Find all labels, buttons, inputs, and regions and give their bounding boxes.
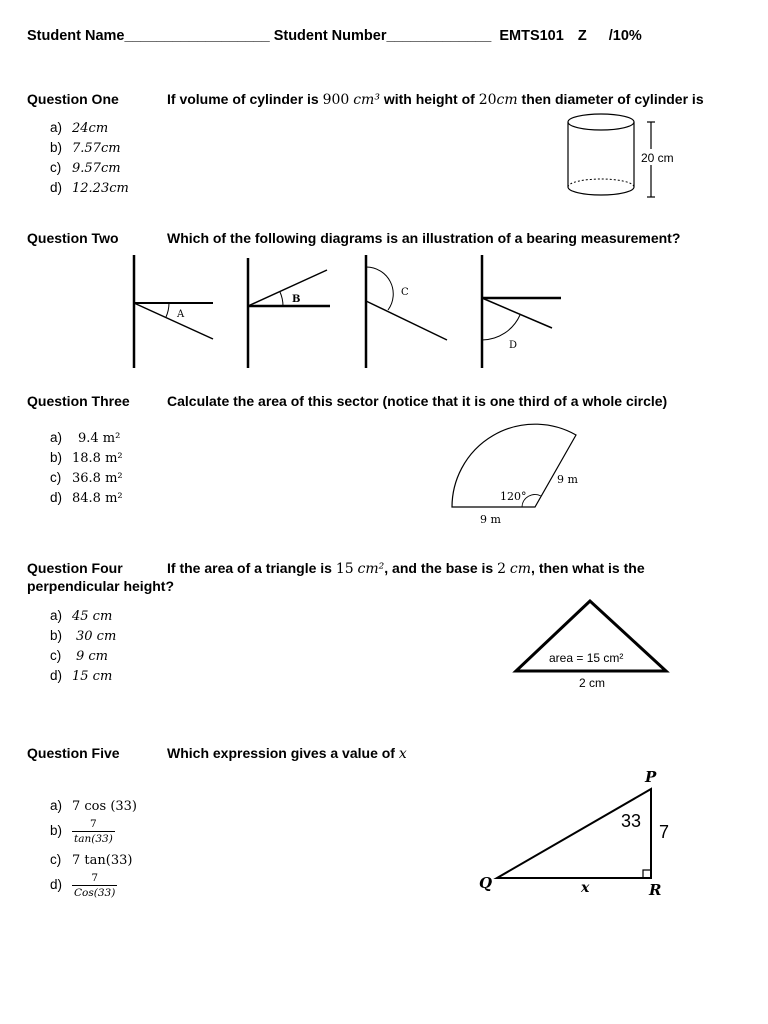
cylinder-diagram xyxy=(560,108,690,203)
q1-option-a-label: a) xyxy=(50,120,63,135)
q3-option-d-label: d) xyxy=(50,490,63,505)
q5-option-b-label: b) xyxy=(50,823,63,839)
q5-text-main: Which expression gives a value of xyxy=(167,745,399,761)
q3-option-b-value: 18.8 m² xyxy=(72,451,123,466)
q5-option-c[interactable] xyxy=(50,852,137,871)
label-a: A xyxy=(177,309,185,320)
sector-angle-label: 120° xyxy=(500,490,527,503)
q3-option-b[interactable] xyxy=(50,448,123,468)
label-d: D xyxy=(509,340,518,351)
q5-title: Question Five xyxy=(27,745,120,761)
q4-base-unit: cm xyxy=(509,561,532,577)
q5-option-a[interactable] xyxy=(50,798,137,817)
marks-total: /10% xyxy=(608,28,642,44)
q5-option-a-label: a) xyxy=(50,798,63,813)
q1-option-b-value: 7.57cm xyxy=(72,141,121,156)
q4-options xyxy=(50,606,116,686)
q3-text: Calculate the area of this sector (notice that it is one third of a whole circle) xyxy=(167,393,668,409)
student-number-label: Student Number xyxy=(273,28,387,44)
vertex-p: P xyxy=(645,768,657,786)
q4-option-c-label: c) xyxy=(50,648,62,663)
q3-option-c[interactable] xyxy=(50,468,123,488)
triangle-diagram xyxy=(512,598,672,693)
q1-option-b-label: b) xyxy=(50,140,63,155)
q1-height: 20 xyxy=(478,92,497,108)
q4-option-c[interactable] xyxy=(50,646,116,666)
student-name-blank[interactable]: __________________ xyxy=(124,28,270,44)
q5-option-b[interactable] xyxy=(50,817,137,852)
vertex-r: R xyxy=(649,881,662,899)
q3-option-d[interactable] xyxy=(50,488,123,508)
q4-area-unit: cm² xyxy=(357,561,385,577)
q1-options xyxy=(50,118,129,198)
q4-text-b: , and the base is xyxy=(384,560,498,576)
q3-option-c-label: c) xyxy=(50,470,62,485)
base-x-label: x xyxy=(581,880,590,896)
q4-option-d[interactable] xyxy=(50,666,116,686)
q2-title: Question Two xyxy=(27,230,119,246)
label-c: C xyxy=(401,287,409,298)
q4-text xyxy=(167,560,645,577)
q5-option-d-fraction xyxy=(72,871,117,900)
diagram-d[interactable] xyxy=(482,255,561,368)
q4-option-a-value: 45 cm xyxy=(72,609,113,624)
q1-text xyxy=(167,91,704,108)
exam-version: Z xyxy=(577,28,587,44)
q1-option-d-label: d) xyxy=(50,180,63,195)
q1-volume-unit: cm³ xyxy=(353,92,380,108)
q4-text-a: If the area of a triangle is xyxy=(167,560,336,576)
q5-options xyxy=(50,798,137,906)
vertex-q: Q xyxy=(479,874,493,892)
sector-base-label: 9 m xyxy=(480,513,501,526)
q5-option-d[interactable] xyxy=(50,871,137,906)
angle-33-label: 33 xyxy=(621,811,642,831)
q1-title: Question One xyxy=(27,91,119,107)
q5-option-c-label: c) xyxy=(50,852,62,867)
q3-options xyxy=(50,428,123,508)
q4-option-d-value: 15 cm xyxy=(72,669,113,684)
q1-option-c-label: c) xyxy=(50,160,62,175)
q5-option-b-den: tan(33) xyxy=(74,833,113,845)
q1-option-c[interactable] xyxy=(50,158,129,178)
q5-variable: x xyxy=(398,746,407,762)
q1-option-a-value: 24cm xyxy=(72,121,109,136)
q4-base: 2 xyxy=(497,561,507,577)
q5-option-d-den: Cos(33) xyxy=(74,887,116,899)
student-number-blank[interactable]: _____________ xyxy=(386,28,492,44)
student-name-label: Student Name xyxy=(27,28,125,44)
header xyxy=(27,28,642,44)
side-7-label: 7 xyxy=(659,822,670,842)
q2-text: Which of the following diagrams is an illustration of a bearing measurement? xyxy=(167,230,681,246)
q1-height-unit: cm xyxy=(496,92,518,108)
q5-option-c-value: 7 tan(33) xyxy=(72,853,133,868)
q3-option-d-value: 84.8 m² xyxy=(72,491,123,506)
q3-option-a-value: 9.4 m² xyxy=(78,431,121,446)
bearing-diagrams xyxy=(125,255,565,370)
label-b: B xyxy=(292,294,301,305)
q4-option-b-label: b) xyxy=(50,628,63,643)
q3-option-a[interactable] xyxy=(50,428,123,448)
q4-option-a-label: a) xyxy=(50,608,63,623)
q5-option-a-value: 7 cos (33) xyxy=(72,799,137,814)
q4-option-b[interactable] xyxy=(50,626,116,646)
q5-option-b-num: 7 xyxy=(72,817,115,832)
q1-option-d[interactable] xyxy=(50,178,129,198)
sector-diagram xyxy=(448,422,588,532)
course-code: EMTS101 xyxy=(499,28,564,44)
q4-option-d-label: d) xyxy=(50,668,63,683)
diagram-c[interactable] xyxy=(366,255,447,368)
q5-option-d-num: 7 xyxy=(72,871,117,886)
q4-text-c: , then what is the xyxy=(531,560,645,576)
q3-option-b-label: b) xyxy=(50,450,63,465)
q3-title: Question Three xyxy=(27,393,130,409)
q1-volume: 900 xyxy=(322,92,350,108)
diagram-a[interactable] xyxy=(134,255,213,368)
q1-text-a: If volume of cylinder is xyxy=(167,91,323,107)
q1-text-c: then diameter of cylinder is xyxy=(517,91,704,107)
q4-text-line2: perpendicular height? xyxy=(27,578,175,594)
q5-text xyxy=(167,745,407,762)
triangle-area-label: area = 15 cm² xyxy=(549,651,624,665)
q1-text-b: with height of xyxy=(379,91,479,107)
q4-title: Question Four xyxy=(27,560,123,576)
right-triangle-diagram xyxy=(475,766,685,901)
q3-option-a-label: a) xyxy=(50,430,63,445)
sector-radius-label: 9 m xyxy=(557,473,578,486)
q4-option-c-value: 9 cm xyxy=(76,649,109,664)
q1-option-c-value: 9.57cm xyxy=(72,161,121,176)
q5-option-d-label: d) xyxy=(50,877,63,893)
triangle-base-label: 2 cm xyxy=(579,676,606,690)
q1-option-b[interactable] xyxy=(50,138,129,158)
q5-option-b-fraction xyxy=(72,817,115,846)
q4-option-b-value: 30 cm xyxy=(76,629,117,644)
diagram-b[interactable] xyxy=(248,258,330,368)
q1-option-a[interactable] xyxy=(50,118,129,138)
q3-option-c-value: 36.8 m² xyxy=(72,471,123,486)
q1-option-d-value: 12.23cm xyxy=(72,181,129,196)
q4-option-a[interactable] xyxy=(50,606,116,626)
cylinder-height-label: 20 cm xyxy=(641,151,674,165)
q4-area: 15 xyxy=(335,561,354,577)
